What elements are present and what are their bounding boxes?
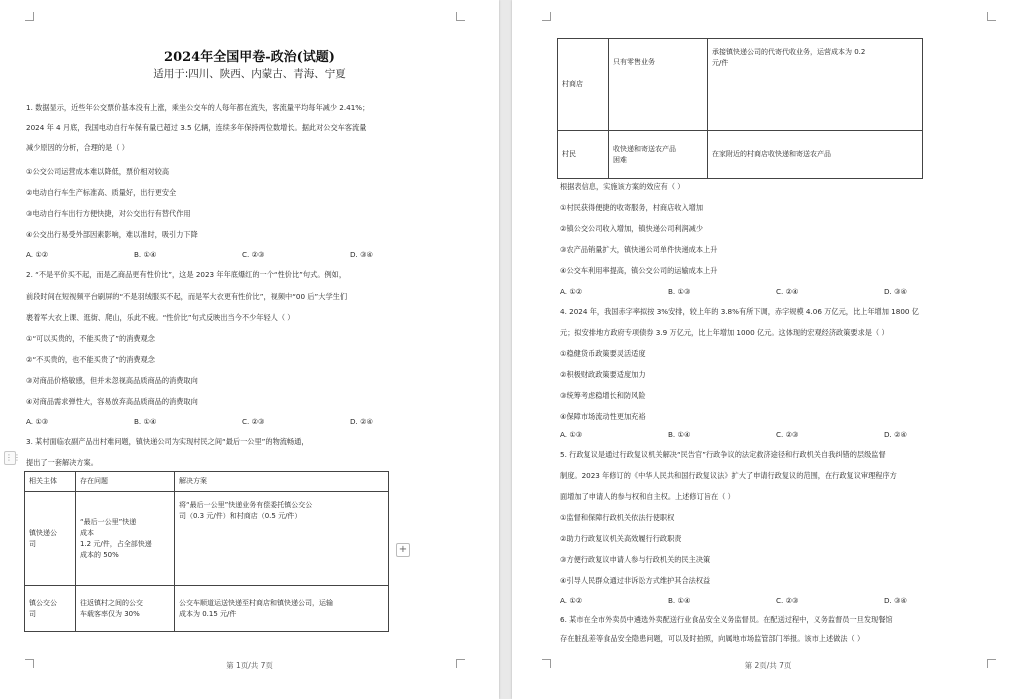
table-cell-solution: 将“最后一公里”快递业务有偿委托镇公交公 司（0.3 元/件）和村商店（0.5 元/件） <box>175 492 389 586</box>
document-title: 2024年全国甲卷-政治(试题) <box>164 50 335 65</box>
crop-mark <box>987 12 996 21</box>
q6-stem-line: 6. 某市在全市外卖员中遴选外卖配送行业食品安全义务监督员。在配送过程中，义务监督员一旦发现餐馆 <box>560 615 893 624</box>
q5-stem-line: 面增加了申请人的参与权和自主权。上述修订旨在（ ） <box>560 492 735 501</box>
q3-choice: ③农产品销量扩大，镇快递公司单件快递成本上升 <box>560 245 718 254</box>
q4-choice: ④保障市场流动性更加充裕 <box>560 412 646 421</box>
q2-choice: ①“可以买贵的，不能买贵了”的消费观念 <box>26 334 155 343</box>
table-cell-subject: 村民 <box>558 131 609 179</box>
q2-stem-line: 前段时间在短视频平台刷屏的“不是羽绒服买不起，而是军大衣更有性价比”，视频中“00 后”大学生们 <box>26 292 348 301</box>
page-1 <box>0 0 499 699</box>
q4-option-b: B. ①④ <box>668 430 691 439</box>
table-cell-problem: 收快递和寄送农产品 困难 <box>609 131 708 179</box>
q5-option-b: B. ①④ <box>668 596 691 605</box>
q1-choice: ③电动自行车出行方便快捷，对公交出行有替代作用 <box>26 209 191 218</box>
q2-choice: ③对商品价格敏感，但并未忽视高品质商品的消费取向 <box>26 376 198 385</box>
add-row-button[interactable]: + <box>396 543 410 557</box>
table-row <box>25 492 389 586</box>
table-header-cell: 存在问题 <box>76 472 175 492</box>
q2-stem-line: 裹着军大衣上课、逛街、爬山，乐此不疲。“性价比”句式反映出当今不少年轻人（ ） <box>26 313 295 322</box>
q1-choice: ②电动自行车生产标准高、质量好，出行更安全 <box>26 188 177 197</box>
q3-option-b: B. ①③ <box>668 287 691 296</box>
q1-stem-line: 1. 数据显示，近些年公交票价基本没有上涨，乘坐公交车的人每年都在流失，客流量平均每年减少 2.41%； <box>26 103 370 112</box>
crop-mark <box>456 12 465 21</box>
q4-choice: ②积极财政政策要适度加力 <box>560 370 646 379</box>
q4-choice: ③统筹考虑稳增长和防风险 <box>560 391 646 400</box>
q3-option-c: C. ②④ <box>776 287 799 296</box>
q2-option-c: C. ②③ <box>242 417 265 426</box>
table-header-row <box>25 472 389 492</box>
q2-stem-line: 2. “不是平价买不起，而是乙商品更有性价比”，这是 2023 年年底爆红的一个“性价比”句式。例如， <box>26 270 347 279</box>
document-subtitle: 适用于:四川、陕西、内蒙古、青海、宁夏 <box>153 68 346 80</box>
q3-stem-line: 3. 某村面临农副产品出村难问题，镇快递公司为实现村民之间“最后一公里”的物流畅通， <box>26 437 309 446</box>
q5-option-c: C. ②③ <box>776 596 799 605</box>
crop-mark <box>542 12 551 21</box>
q3-option-d: D. ③④ <box>884 287 907 296</box>
table-cell-problem: 只有零售业务 <box>609 39 708 131</box>
q5-option-a: A. ①② <box>560 596 583 605</box>
q4-option-c: C. ②③ <box>776 430 799 439</box>
table-cell-solution: 承接镇快递公司的代寄代收业务，运营成本为 0.2 元/件 <box>708 39 923 131</box>
crop-mark <box>25 12 34 21</box>
table-cell-subject: 镇快递公 司 <box>25 492 76 586</box>
q2-option-a: A. ①③ <box>26 417 49 426</box>
q5-choice: ③方便行政复议申请人参与行政机关的民主决策 <box>560 555 711 564</box>
q3-table-continued <box>557 38 923 179</box>
q2-option-d: D. ②④ <box>350 417 373 426</box>
table-cell-subject: 镇公交公 司 <box>25 586 76 632</box>
q6-stem-line: 存在脏乱差等食品安全隐患问题，可以及时拍照，向属地市场监管部门举报。该市上述做法（ ） <box>560 634 865 643</box>
page-footer: 第 1页/共 7页 <box>226 661 273 670</box>
q3-stem-line: 根据表信息，实施该方案的效应有（ ） <box>560 182 685 191</box>
q1-stem-line: 2024 年 4 月底，我国电动自行车保有量已超过 3.5 亿辆，连续多年保持两位数增长。据此对公交车客流量 <box>26 123 367 132</box>
table-header-cell: 相关主体 <box>25 472 76 492</box>
page-2 <box>512 0 1024 699</box>
table-cell-subject: 村商店 <box>558 39 609 131</box>
table-row <box>558 39 923 131</box>
table-cell-problem: “最后一公里”快递 成本 1.2 元/件，占全部快递 成本的 50% <box>76 492 175 586</box>
q5-choice: ①监督和保障行政机关依法行使职权 <box>560 513 675 522</box>
q5-stem-line: 制度。2023 年修订的《中华人民共和国行政复议法》扩大了申请行政复议的范围，在行政复议审理程序方 <box>560 471 897 480</box>
table-row <box>558 131 923 179</box>
table-row <box>25 586 389 632</box>
q1-option-c: C. ②③ <box>242 250 265 259</box>
q4-stem-line: 4. 2024 年，我国赤字率拟按 3%安排，较上年的 3.8%有所下调，赤字规模 4.06 万亿元，比上年增加 1800 亿 <box>560 307 919 316</box>
q1-choice: ①公交公司运营成本难以降低，票价相对较高 <box>26 167 170 176</box>
q3-choice: ①村民获得便捷的收寄服务，村商店收入增加 <box>560 203 704 212</box>
table-cell-solution: 在家附近的村商店收快递和寄送农产品 <box>708 131 923 179</box>
q3-table <box>24 471 389 632</box>
q4-option-d: D. ②④ <box>884 430 907 439</box>
table-cell-solution: 公交车顺道运送快递至村商店和镇快递公司，运输 成本为 0.15 元/件 <box>175 586 389 632</box>
drag-handle-icon[interactable]: ⋮⋮ <box>4 451 16 465</box>
q5-choice: ④引导人民群众通过非诉讼方式维护其合法权益 <box>560 576 711 585</box>
q4-choice: ①稳健货币政策要灵活适度 <box>560 349 646 358</box>
q1-option-d: D. ③④ <box>350 250 373 259</box>
q4-option-a: A. ①③ <box>560 430 583 439</box>
q3-choice: ④公交车利用率提高，镇公交公司的运输成本上升 <box>560 266 718 275</box>
q4-stem-line: 元；拟安排地方政府专项债券 3.9 万亿元，比上年增加 1000 亿元。这体现的宏观经济政策要求是（ ） <box>560 328 889 337</box>
q2-option-b: B. ①④ <box>134 417 157 426</box>
q3-option-a: A. ①② <box>560 287 583 296</box>
q1-stem-line: 减少原因的分析，合理的是（ ） <box>26 143 129 152</box>
q3-stem-line: 提出了一套解决方案。 <box>26 458 98 467</box>
q1-option-b: B. ①④ <box>134 250 157 259</box>
q5-stem-line: 5. 行政复议是通过行政复议机关解决“民告官”行政争议的法定救济途径和行政机关自我纠错的层级监督 <box>560 450 886 459</box>
q2-choice: ②“不买贵的，也不能买贵了”的消费观念 <box>26 355 155 364</box>
q1-choice: ④公交出行易受外部因素影响，难以准时，吸引力下降 <box>26 230 198 239</box>
q2-choice: ④对商品需求弹性大，容易放弃高品质商品的消费取向 <box>26 397 198 406</box>
q1-option-a: A. ①② <box>26 250 49 259</box>
q5-option-d: D. ③④ <box>884 596 907 605</box>
page-footer: 第 2页/共 7页 <box>744 661 792 670</box>
q5-choice: ②助力行政复议机关高效履行行政职责 <box>560 534 682 543</box>
q3-choice: ②镇公交公司收入增加，镇快递公司利润减少 <box>560 224 704 233</box>
table-header-cell: 解决方案 <box>175 472 389 492</box>
table-cell-problem: 往返镇村之间的公交 车载客率仅为 30% <box>76 586 175 632</box>
